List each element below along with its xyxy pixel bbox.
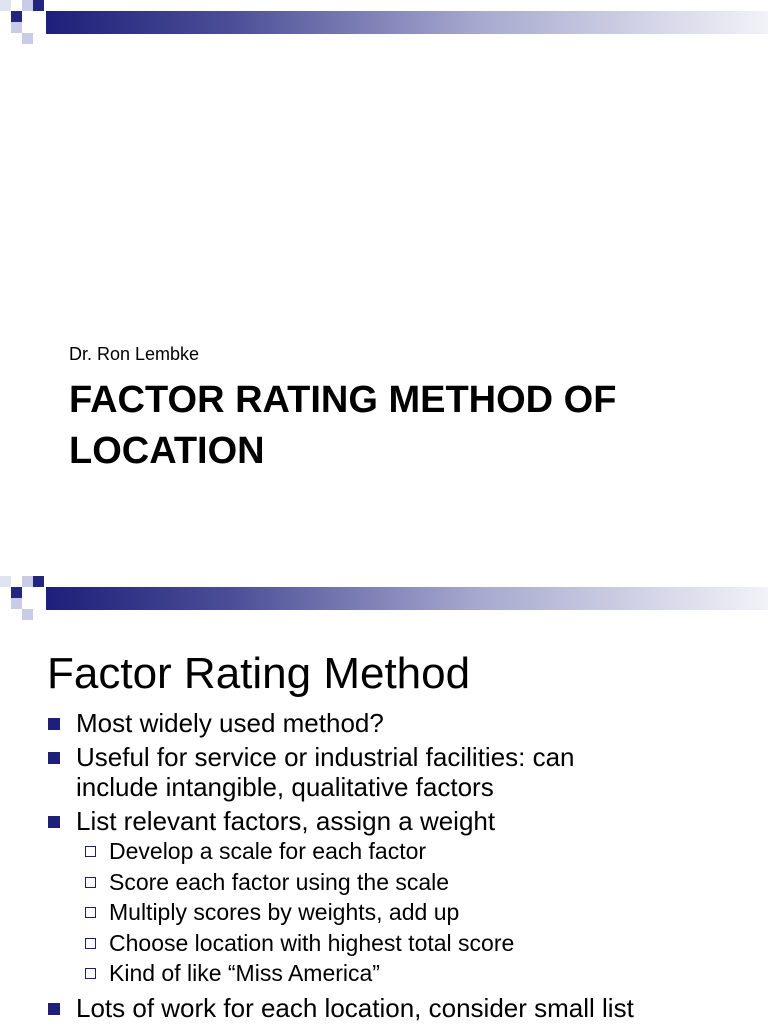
- bullet-text: Lots of work for each location, consider small list: [76, 992, 634, 1023]
- sub-bullet-item: [47, 836, 747, 867]
- title-line-1: FACTOR RATING METHOD OF: [69, 379, 617, 421]
- presentation-title: [69, 375, 729, 477]
- bullet-list: [47, 708, 747, 1027]
- hollow-square-bullet-icon: [85, 907, 96, 918]
- header-gradient-bar: [46, 587, 768, 610]
- sub-bullet-item: [47, 867, 747, 898]
- hollow-square-bullet-icon: [85, 877, 96, 888]
- title-line-2: LOCATION: [69, 430, 265, 472]
- deco-square-icon: [11, 587, 22, 598]
- hollow-square-bullet-icon: [85, 938, 96, 949]
- sub-bullet-text: Develop a scale for each factor: [109, 838, 427, 864]
- bullet-text-continued: include intangible, qualitative factors: [76, 772, 494, 802]
- deco-square-icon: [22, 576, 33, 587]
- bullet-item: [47, 806, 747, 836]
- deco-square-icon: [33, 0, 44, 11]
- slide1-header-decoration: [0, 0, 768, 50]
- bullet-item: [47, 708, 747, 738]
- deco-square-icon: [22, 0, 33, 11]
- hollow-square-bullet-icon: [85, 846, 96, 857]
- square-bullet-icon: [48, 1003, 60, 1015]
- sub-bullet-group: [47, 836, 747, 989]
- sub-bullet-item: [47, 928, 747, 959]
- header-gradient-bar: [46, 11, 768, 34]
- square-bullet-icon: [48, 752, 60, 764]
- bullet-text: List relevant factors, assign a weight: [76, 806, 496, 836]
- hollow-square-bullet-icon: [85, 968, 96, 979]
- bullet-text: Useful for service or industrial facilities: can: [76, 742, 575, 772]
- sub-bullet-item: [47, 958, 747, 989]
- bullet-text: Most widely used method?: [76, 708, 384, 738]
- deco-square-icon: [0, 0, 11, 11]
- deco-square-icon: [22, 609, 33, 620]
- deco-square-icon: [11, 22, 22, 33]
- author-name: Dr. Ron Lembke: [69, 344, 200, 364]
- bullet-item: [47, 742, 747, 802]
- deco-square-icon: [11, 598, 22, 609]
- sub-bullet-text: Score each factor using the scale: [109, 868, 450, 895]
- sub-bullet-text: Multiply scores by weights, add up: [109, 899, 460, 925]
- deco-square-icon: [22, 33, 33, 44]
- deco-square-icon: [0, 576, 11, 587]
- sub-bullet-item: [47, 897, 747, 928]
- deco-square-icon: [11, 11, 22, 22]
- square-bullet-icon: [48, 816, 60, 828]
- sub-bullet-text: Choose location with highest total score: [109, 929, 515, 956]
- deco-square-icon: [33, 576, 44, 587]
- slide-title: Factor Rating Method: [47, 649, 471, 698]
- sub-bullet-text: Kind of like “Miss America”: [109, 960, 380, 986]
- slide2-header-decoration: [0, 576, 768, 626]
- square-bullet-icon: [48, 718, 60, 730]
- bullet-item: [47, 993, 747, 1023]
